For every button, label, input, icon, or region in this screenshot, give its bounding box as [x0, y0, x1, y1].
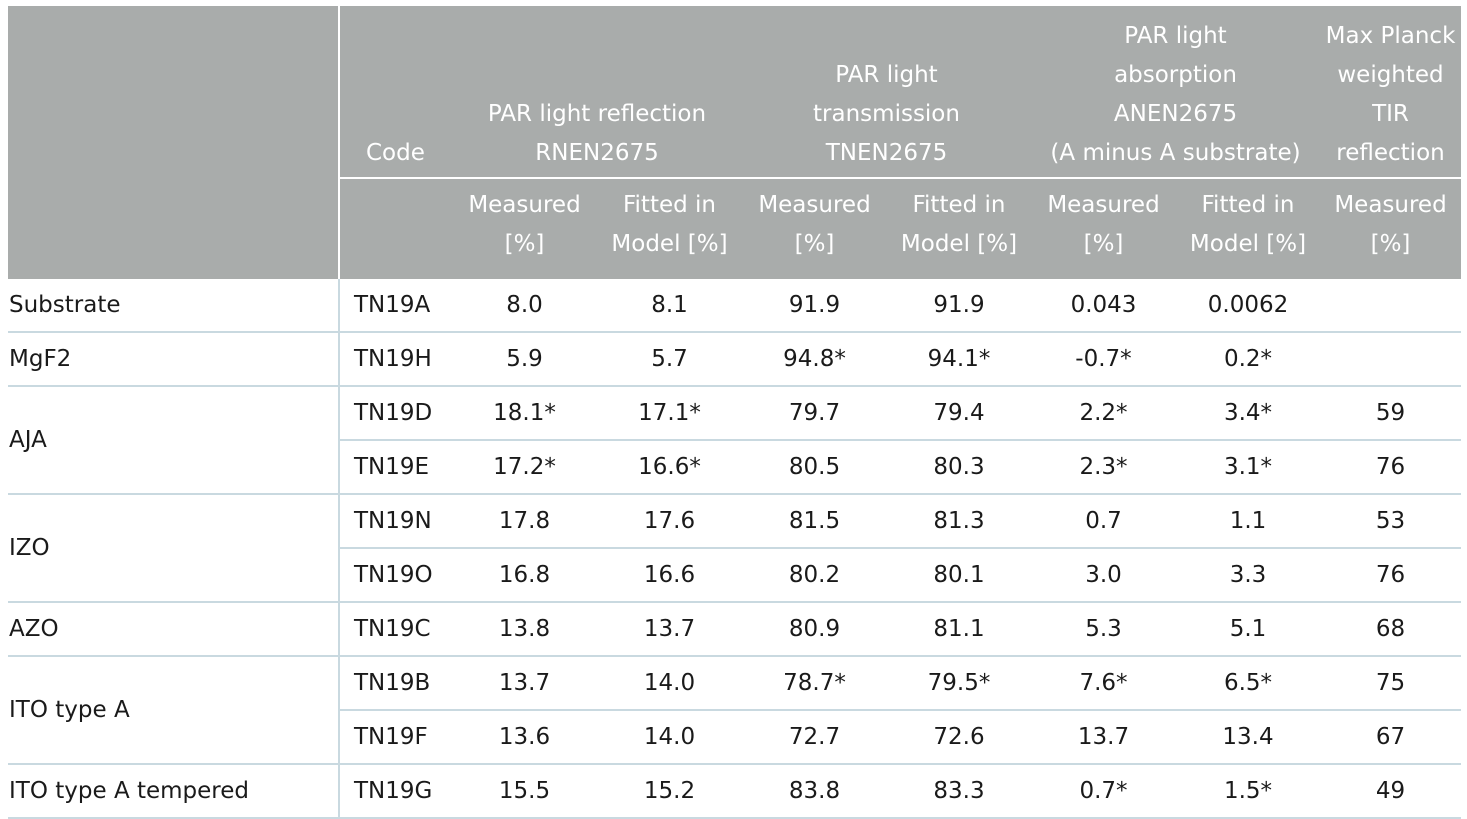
- value-cell: 13.7: [1031, 710, 1176, 764]
- code-cell: TN19F: [339, 710, 452, 764]
- code-cell: TN19O: [339, 548, 452, 602]
- header-line: Max Planck: [1325, 23, 1456, 49]
- subheader-line: Model [%]: [611, 230, 728, 257]
- header-line: absorption: [1114, 62, 1237, 88]
- value-cell: 80.5: [742, 440, 887, 494]
- code-cell: TN19H: [339, 332, 452, 386]
- table-row: [8, 386, 1461, 440]
- value-cell: 3.4*: [1176, 386, 1320, 440]
- table-row: [8, 494, 1461, 548]
- header-line: weighted: [1337, 62, 1444, 88]
- value-cell: 53: [1320, 494, 1461, 548]
- subheader-line: [%]: [794, 230, 835, 257]
- value-cell: 13.6: [452, 710, 597, 764]
- value-cell: 79.4: [887, 386, 1031, 440]
- value-cell: 3.3: [1176, 548, 1320, 602]
- code-cell: TN19G: [339, 764, 452, 818]
- material-cell: IZO: [8, 494, 339, 602]
- code-cell: TN19A: [339, 279, 452, 332]
- material-cell: Substrate: [8, 279, 339, 332]
- value-cell: 5.3: [1031, 602, 1176, 656]
- value-cell: 15.2: [597, 764, 742, 818]
- header-line: transmission: [813, 101, 960, 127]
- value-cell: 83.8: [742, 764, 887, 818]
- header-line: PAR light reflection: [487, 101, 707, 127]
- value-cell: 1.1: [1176, 494, 1320, 548]
- value-cell: 0.2*: [1176, 332, 1320, 386]
- value-cell: 72.7: [742, 710, 887, 764]
- value-cell: 14.0: [597, 710, 742, 764]
- header-line: PAR light: [1124, 23, 1227, 49]
- value-cell: 15.5: [452, 764, 597, 818]
- value-cell: 16.6*: [597, 440, 742, 494]
- value-cell: 2.3*: [1031, 440, 1176, 494]
- value-cell: 16.8: [452, 548, 597, 602]
- material-header: [8, 6, 339, 279]
- subheader-cell: [1031, 178, 1176, 279]
- value-cell: 0.7: [1031, 494, 1176, 548]
- subheader-line: [%]: [504, 230, 545, 257]
- subheader-line: Measured: [758, 191, 871, 218]
- header-line: TNEN2675: [825, 140, 948, 166]
- material-cell: ITO type A: [8, 656, 339, 764]
- subheader-cell: [597, 178, 742, 279]
- header-line: RNEN2675: [535, 140, 659, 166]
- value-cell: 79.7: [742, 386, 887, 440]
- value-cell: 68: [1320, 602, 1461, 656]
- code-cell: TN19D: [339, 386, 452, 440]
- code-cell: TN19N: [339, 494, 452, 548]
- value-cell: 7.6*: [1031, 656, 1176, 710]
- table-row: [8, 602, 1461, 656]
- value-cell: 3.1*: [1176, 440, 1320, 494]
- code-cell: TN19B: [339, 656, 452, 710]
- subheader-line: Measured: [1334, 191, 1447, 218]
- value-cell: 81.1: [887, 602, 1031, 656]
- value-cell: 5.7: [597, 332, 742, 386]
- header-line: PAR light: [835, 62, 938, 88]
- value-cell: 16.6: [597, 548, 742, 602]
- material-cell: ITO type A tempered: [8, 764, 339, 818]
- data-table: [8, 6, 1461, 819]
- value-cell: 13.7: [597, 602, 742, 656]
- table-row: [8, 656, 1461, 710]
- value-cell: 76: [1320, 440, 1461, 494]
- value-cell: 94.1*: [887, 332, 1031, 386]
- material-cell: AZO: [8, 602, 339, 656]
- material-cell: AJA: [8, 386, 339, 494]
- value-cell: 80.2: [742, 548, 887, 602]
- value-cell: 17.1*: [597, 386, 742, 440]
- subheader-line: [%]: [1083, 230, 1124, 257]
- tir-group-header: [1320, 6, 1461, 178]
- header-row: [8, 6, 1461, 178]
- table-row: [8, 332, 1461, 386]
- value-cell: 83.3: [887, 764, 1031, 818]
- header-line: (A minus A substrate): [1050, 140, 1301, 166]
- subheader-line: Measured: [1047, 191, 1160, 218]
- value-cell: 18.1*: [452, 386, 597, 440]
- reflection-group-header: [452, 6, 742, 178]
- value-cell: 79.5*: [887, 656, 1031, 710]
- value-cell: 1.5*: [1176, 764, 1320, 818]
- value-cell: 13.7: [452, 656, 597, 710]
- value-cell: 78.7*: [742, 656, 887, 710]
- value-cell: 75: [1320, 656, 1461, 710]
- subheader-line: [%]: [1370, 230, 1411, 257]
- value-cell: 5.9: [452, 332, 597, 386]
- value-cell: 67: [1320, 710, 1461, 764]
- value-cell: 3.0: [1031, 548, 1176, 602]
- subheader-cell: [1176, 178, 1320, 279]
- value-cell: 81.5: [742, 494, 887, 548]
- table-row: [8, 764, 1461, 818]
- material-cell: MgF2: [8, 332, 339, 386]
- value-cell: 0.043: [1031, 279, 1176, 332]
- subheader-cell: [452, 178, 597, 279]
- header-line: ANEN2675: [1113, 101, 1238, 127]
- subheader-cell: [887, 178, 1031, 279]
- value-cell: 94.8*: [742, 332, 887, 386]
- value-cell: 80.9: [742, 602, 887, 656]
- value-cell: 49: [1320, 764, 1461, 818]
- value-cell: 59: [1320, 386, 1461, 440]
- value-cell: 13.4: [1176, 710, 1320, 764]
- value-cell: [1320, 279, 1461, 332]
- value-cell: 17.6: [597, 494, 742, 548]
- value-cell: 8.0: [452, 279, 597, 332]
- subheader-line: Model [%]: [900, 230, 1018, 257]
- subheader-line: Fitted in: [622, 191, 716, 218]
- code-cell: TN19C: [339, 602, 452, 656]
- subheader-line: Measured: [468, 191, 581, 218]
- subheader-cell: [742, 178, 887, 279]
- value-cell: 80.3: [887, 440, 1031, 494]
- value-cell: 17.8: [452, 494, 597, 548]
- value-cell: 6.5*: [1176, 656, 1320, 710]
- value-cell: 5.1: [1176, 602, 1320, 656]
- value-cell: 14.0: [597, 656, 742, 710]
- header-line: TIR: [1372, 101, 1409, 127]
- value-cell: 2.2*: [1031, 386, 1176, 440]
- subheader-line: Fitted in: [1201, 191, 1295, 218]
- value-cell: 81.3: [887, 494, 1031, 548]
- value-cell: 8.1: [597, 279, 742, 332]
- value-cell: 13.8: [452, 602, 597, 656]
- value-cell: 0.7*: [1031, 764, 1176, 818]
- value-cell: 91.9: [742, 279, 887, 332]
- value-cell: 0.0062: [1176, 279, 1320, 332]
- value-cell: 17.2*: [452, 440, 597, 494]
- header-line: reflection: [1336, 140, 1445, 166]
- value-cell: -0.7*: [1031, 332, 1176, 386]
- value-cell: 91.9: [887, 279, 1031, 332]
- value-cell: [1320, 332, 1461, 386]
- value-cell: 80.1: [887, 548, 1031, 602]
- absorption-group-header: [1031, 6, 1320, 178]
- code-header: Code: [339, 6, 452, 178]
- transmission-group-header: [742, 6, 1031, 178]
- subheader-line: Fitted in: [912, 191, 1006, 218]
- subheader-line: Model [%]: [1189, 230, 1307, 257]
- code-cell: TN19E: [339, 440, 452, 494]
- subheader-cell: [1320, 178, 1461, 279]
- value-cell: 76: [1320, 548, 1461, 602]
- code-subheader: [339, 178, 452, 279]
- table-row: [8, 279, 1461, 332]
- value-cell: 72.6: [887, 710, 1031, 764]
